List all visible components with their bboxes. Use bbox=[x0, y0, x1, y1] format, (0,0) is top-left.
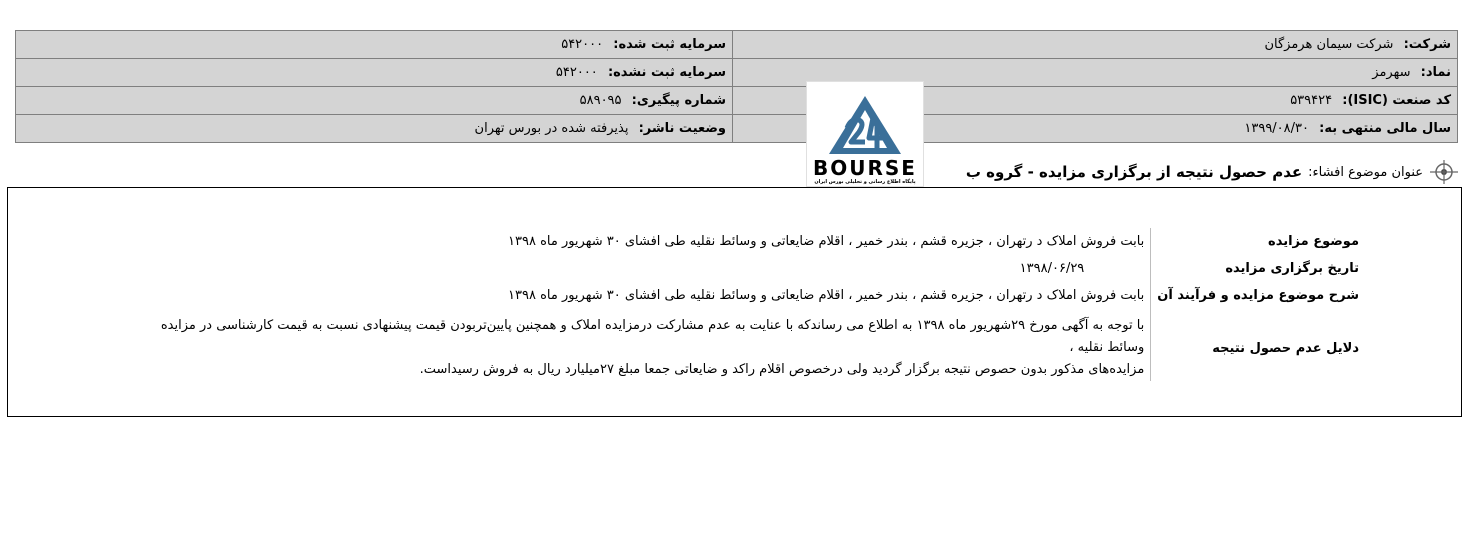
registered-capital-value: ۵۴۲۰۰۰ bbox=[561, 37, 604, 52]
publisher-status-value: پذیرفته شده در بورس تهران bbox=[474, 121, 629, 136]
registered-capital-cell bbox=[16, 31, 733, 59]
isic-label: کد صنعت (ISIC): bbox=[1342, 93, 1451, 108]
bourse-logo bbox=[806, 81, 924, 187]
info-row-2 bbox=[16, 59, 1458, 87]
bourse-logo-icon bbox=[807, 82, 923, 158]
auction-reasons-line-1: با توجه به آگهی مورخ ۲۹شهریور ماه ۱۳۹۸ به اطلاع می رساندکه با عنایت به عدم مشارکت درمزایده املاک و همچنین پایین‌تربودن قیمت پیشنهادی نسبت به قیمت کارشناسی در مزایده وسائط نقلیه ، bbox=[160, 318, 1145, 355]
bourse-tagline: پایگاه اطلاع رسانی و تحلیلی بورس ایران bbox=[814, 179, 916, 185]
target-icon bbox=[1429, 157, 1459, 187]
auction-description-label: شرح موضوع مزایده و فرآیند آن bbox=[1151, 282, 1359, 309]
auction-date-label: تاریخ برگزاری مزایده bbox=[1151, 255, 1359, 282]
fiscal-year-label: سال مالی منتهی به: bbox=[1319, 121, 1451, 136]
symbol-label: نماد: bbox=[1420, 65, 1451, 80]
unregistered-capital-value: ۵۴۲۰۰۰ bbox=[555, 65, 598, 80]
info-row-1 bbox=[16, 31, 1458, 59]
tracking-cell bbox=[16, 87, 733, 115]
auction-description-row bbox=[119, 282, 1359, 309]
auction-topic-value: بابت فروش املاک د رتهران ، جزیره قشم ، بندر خمیر ، اقلام ضایعاتی و وسائط نقلیه طی افشای ۳۰ شهریور ماه ۱۳۹۸ bbox=[508, 234, 1145, 249]
company-label: شرکت: bbox=[1403, 37, 1451, 52]
symbol-value: سهرمز bbox=[1372, 65, 1411, 80]
auction-topic-row bbox=[119, 228, 1359, 255]
unregistered-capital-label: سرمایه ثبت نشده: bbox=[607, 65, 726, 80]
bourse-brand-text: BOURSE bbox=[813, 156, 917, 180]
company-info-table bbox=[15, 30, 1458, 143]
subject-label: عنوان موضوع افشاء: bbox=[1308, 164, 1423, 180]
auction-reasons-line-2: مزایده‌های مذکور بدون حصوص نتیجه برگزار گردید ولی درخصوص اقلام راکد و ضایعاتی جمعا مبلغ ۲۷میلیارد ریال به فروش رسیداست. bbox=[419, 362, 1145, 377]
auction-details-table bbox=[119, 228, 1359, 381]
auction-reasons-label: دلایل عدم حصول نتیجه bbox=[1151, 309, 1359, 381]
info-row-3 bbox=[16, 87, 1458, 115]
unregistered-capital-cell bbox=[16, 59, 733, 87]
auction-date-row bbox=[119, 255, 1359, 282]
auction-reasons-value bbox=[119, 309, 1151, 381]
publisher-status-label: وضعیت ناشر: bbox=[638, 121, 726, 136]
auction-reasons-row bbox=[119, 309, 1359, 381]
auction-topic-label: موضوع مزایده bbox=[1151, 228, 1359, 255]
registered-capital-label: سرمایه ثبت شده: bbox=[613, 37, 726, 52]
tracking-value: ۵۸۹۰۹۵ bbox=[579, 93, 622, 108]
isic-value: ۵۳۹۴۲۴ bbox=[1290, 93, 1333, 108]
auction-date-text: ۱۳۹۸/۰۶/۲۹ bbox=[1019, 261, 1085, 276]
publisher-status-cell bbox=[16, 115, 733, 143]
auction-details-box bbox=[7, 187, 1462, 417]
auction-date-value bbox=[119, 255, 1151, 282]
auction-description-value: بابت فروش املاک د رتهران ، جزیره قشم ، بندر خمیر ، اقلام ضایعاتی و وسائط نقلیه طی افشای ۳۰ شهریور ماه ۱۳۹۸ bbox=[508, 288, 1145, 303]
fiscal-year-value: ۱۳۹۹/۰۸/۳۰ bbox=[1244, 121, 1309, 136]
subject-title: عدم حصول نتیجه از برگزاری مزایده - گروه ب bbox=[965, 163, 1303, 181]
tracking-label: شماره پیگیری: bbox=[631, 93, 726, 108]
info-row-4 bbox=[16, 115, 1458, 143]
company-value: شرکت سیمان هرمزگان bbox=[1264, 37, 1394, 52]
company-cell bbox=[733, 31, 1458, 59]
disclosure-subject bbox=[966, 157, 1459, 187]
